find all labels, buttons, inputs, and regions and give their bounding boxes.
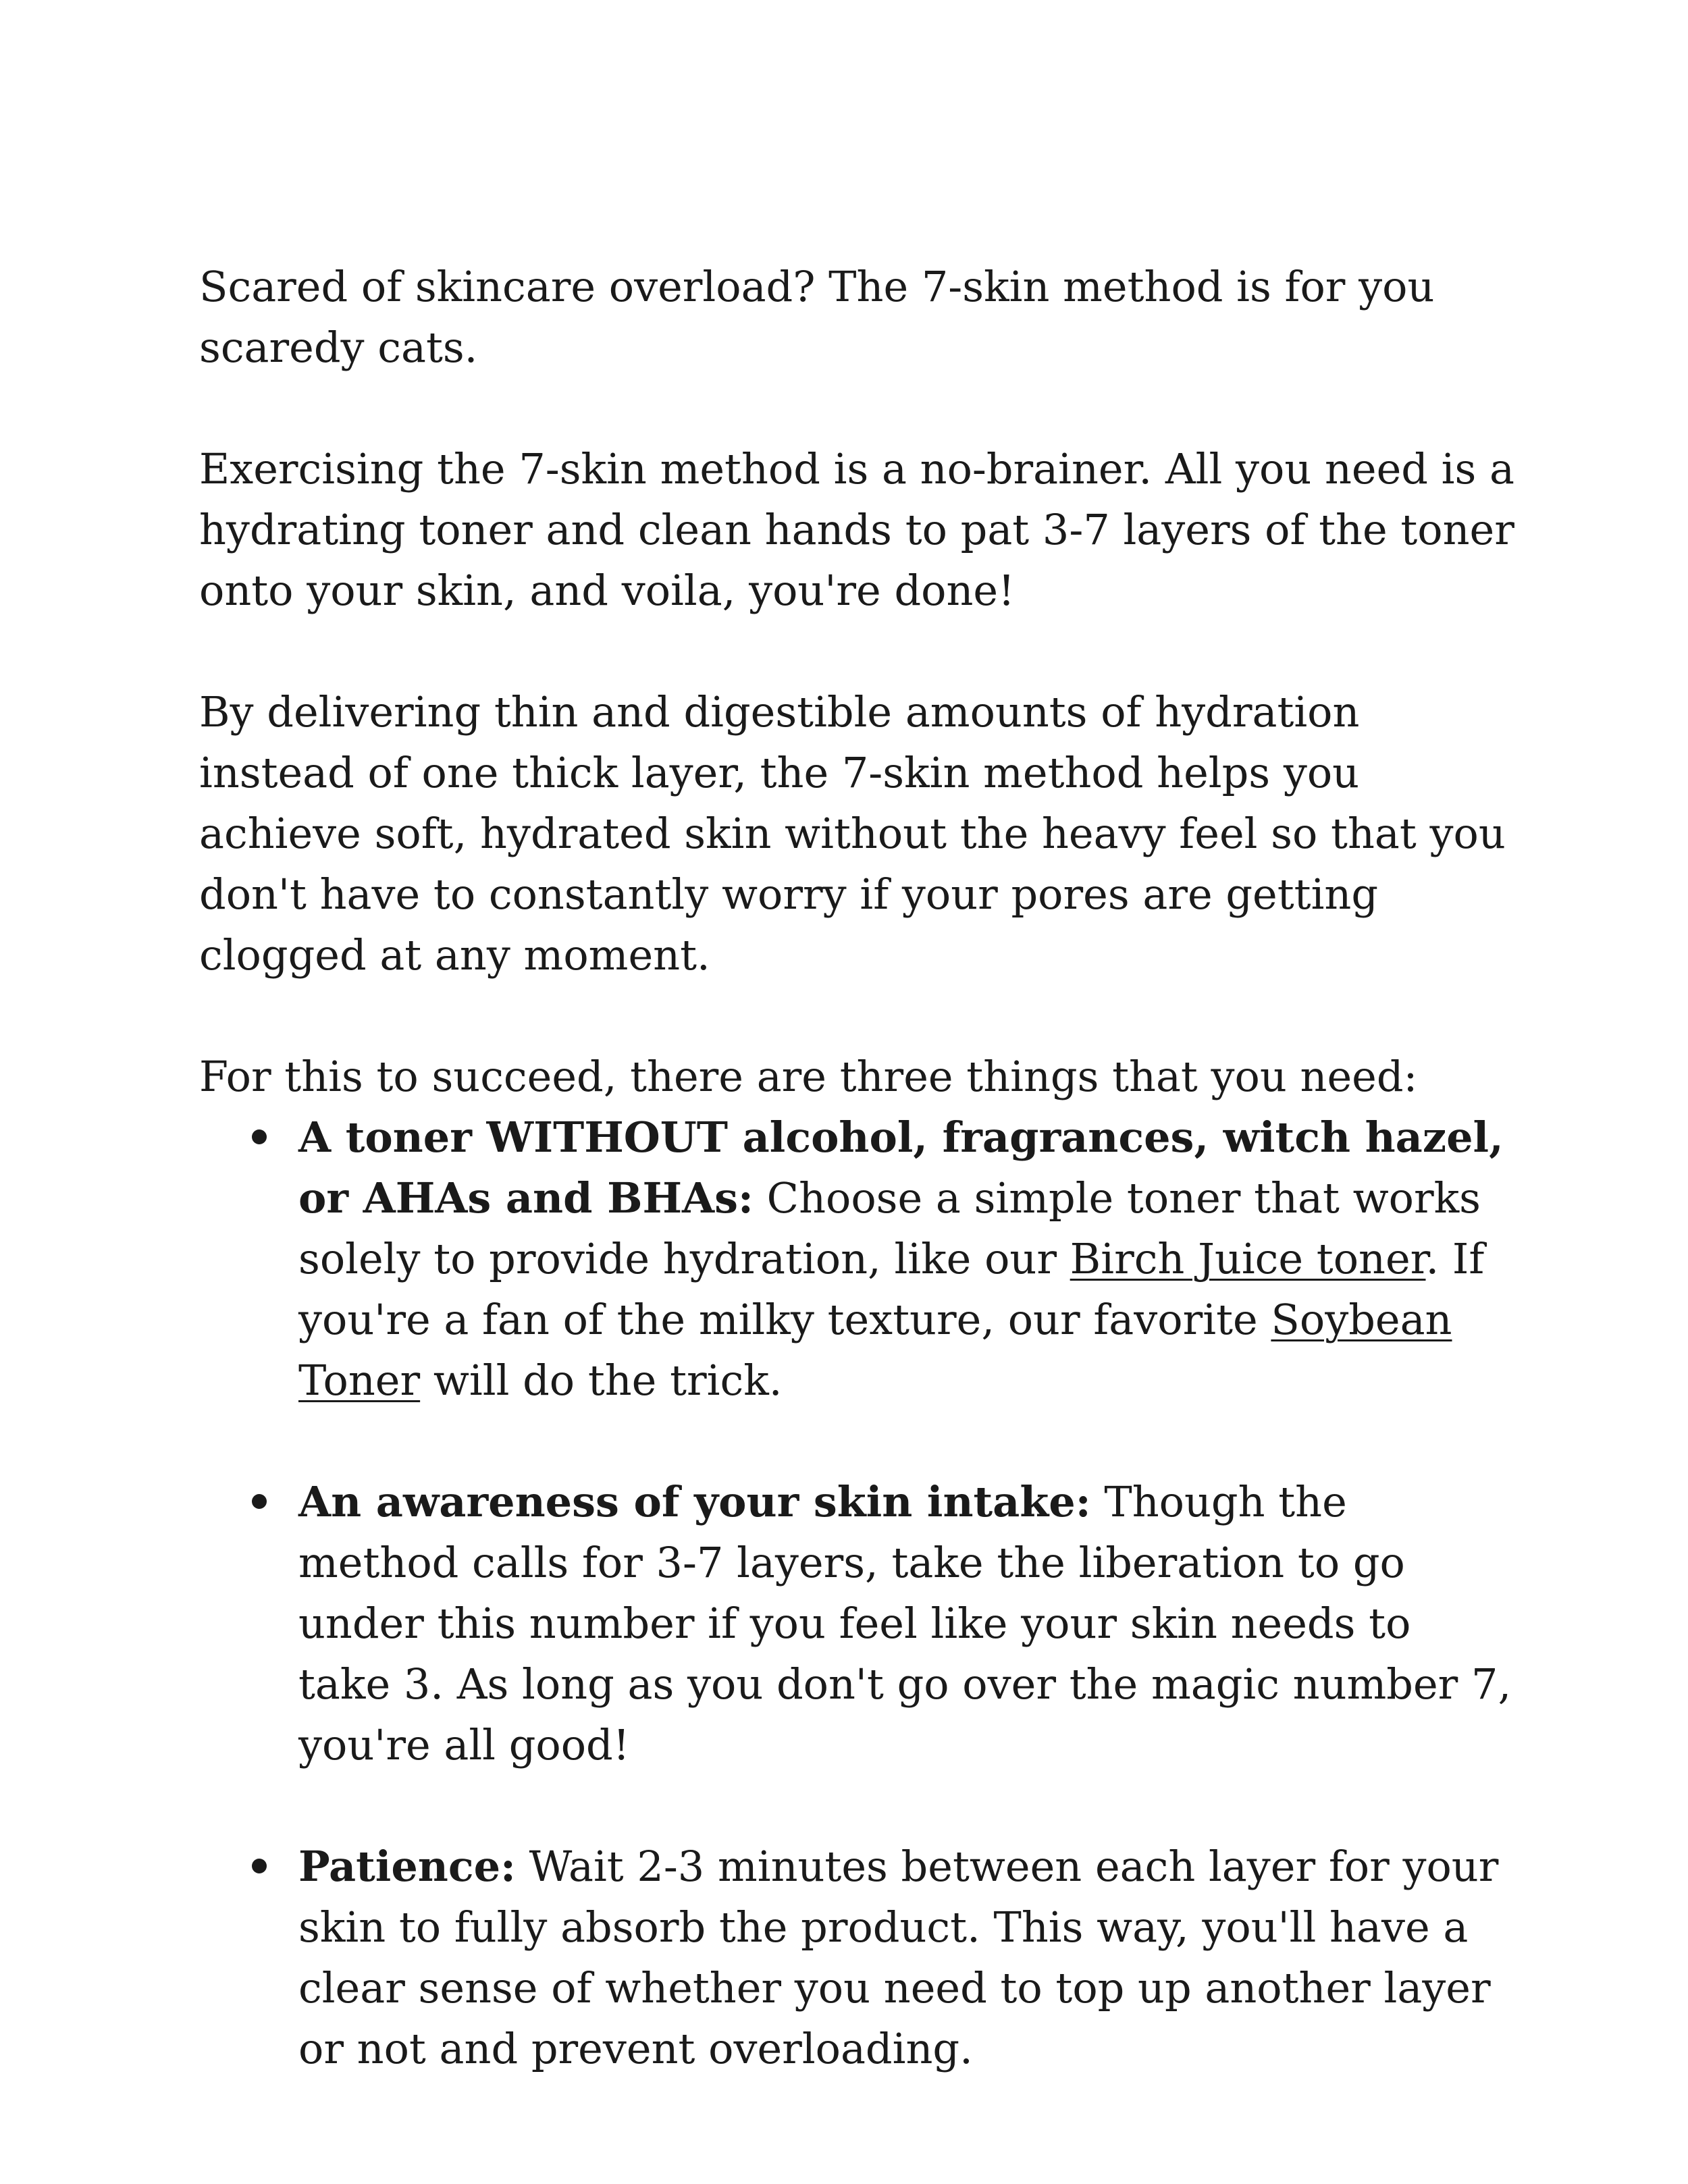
list-item-toner: [199, 1107, 1516, 1411]
benefits-paragraph: By delivering thin and digestible amounts of hydration instead of one thick layer, the 7-skin method helps you achieve soft, hydrated skin without the heavy feel so that you don't have to constantly worry if your pores are getting clogged at any moment.: [199, 687, 1506, 980]
list-item-awareness: [199, 1472, 1516, 1776]
birch-juice-toner-link[interactable]: Birch Juice toner: [1070, 1234, 1426, 1283]
list-item-text: . If you're a fan of the milky texture, our favorite: [298, 1234, 1485, 1344]
document-body: [199, 257, 1516, 2079]
needs-list: [199, 1107, 1516, 2079]
soybean-toner-link[interactable]: Soybean Toner: [298, 1295, 1452, 1405]
list-item-patience: [199, 1836, 1516, 2079]
list-item-text: Wait 2-3 minutes between each layer for your skin to fully absorb the product. This way, you'll have a clear sense of whether you need to top up another layer or not and prevent overloading.: [298, 1842, 1499, 2073]
bullet-icon: [252, 1859, 267, 1873]
method-paragraph: Exercising the 7-skin method is a no-brainer. All you need is a hydrating toner and clean hands to pat 3-7 layers of the toner onto your skin, and voila, you're done!: [199, 444, 1515, 615]
list-item-text: will do the trick.: [420, 1356, 783, 1405]
list-item-text: Choose a simple toner that works solely to provide hydration, like our: [298, 1173, 1481, 1283]
list-item-title: Patience:: [298, 1842, 516, 1891]
bullet-icon: [252, 1129, 267, 1144]
list-item-title: An awareness of your skin intake:: [298, 1477, 1091, 1526]
list-intro: For this to succeed, there are three things that you need:: [199, 1052, 1418, 1101]
intro-paragraph: Scared of skincare overload? The 7-skin method is for you scaredy cats.: [199, 262, 1435, 372]
list-item-text: Though the method calls for 3-7 layers, take the liberation to go under this number if you feel like your skin needs to take 3. As long as you don't go over the magic number 7, you're all good!: [298, 1477, 1512, 1769]
list-item-title: A toner WITHOUT alcohol, fragrances, witch hazel, or AHAs and BHAs:: [298, 1113, 1504, 1223]
bullet-icon: [252, 1494, 267, 1509]
